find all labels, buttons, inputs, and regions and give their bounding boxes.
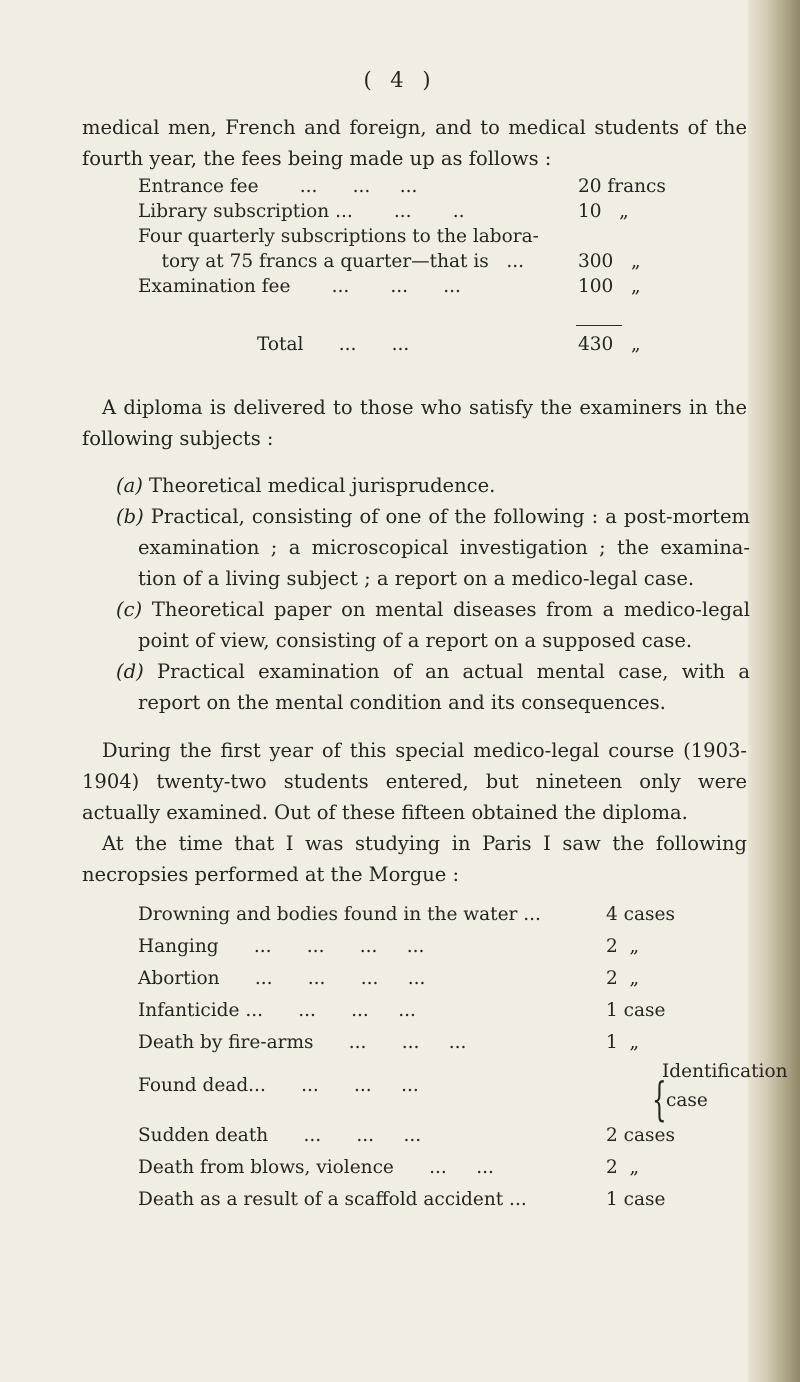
necropsy-count: 2 „ (606, 968, 640, 989)
necropsy-count: 1 case (606, 1189, 666, 1210)
necropsy-cause: Found dead... ... ... ... (138, 1075, 419, 1096)
fee-total-amount: 430 „ (578, 334, 641, 355)
intro-paragraph: medical men, French and foreign, and to medical students of the fourth year, the fees being made up as follows : (82, 116, 747, 170)
necropsy-cause: Death as a result of a scaffold accident ... (138, 1189, 527, 1210)
necropsy-cause: Abortion ... ... ... ... (138, 968, 426, 989)
fee-label-library: Library subscription ... ... .. (138, 201, 465, 222)
necropsy-count: 1 case (606, 1000, 666, 1021)
subject-marker: (c) (116, 598, 143, 621)
necropsy-count: 4 cases (606, 904, 675, 925)
fee-label-examination: Examination fee ... ... ... (138, 276, 461, 297)
total-rule (576, 325, 622, 326)
necropsy-cause: Infanticide ... ... ... ... (138, 1000, 416, 1021)
subject-marker: (b) (116, 505, 144, 528)
subject-marker: (a) (116, 474, 143, 497)
necropsy-cause: Death from blows, violence ... ... (138, 1157, 494, 1178)
necropsy-cause: Sudden death ... ... ... (138, 1125, 422, 1146)
necropsy-cause: Death by fire-arms ... ... ... (138, 1032, 467, 1053)
fee-label-laboratory: tory at 75 francs a quarter—that is ... (138, 251, 525, 272)
course-paragraph: During the first year of this special medico-legal course (1903-1904) twenty-two students entered, but nineteen only were actually examined. Out of these fifteen obtained the diploma. (82, 739, 747, 824)
subject-c (116, 594, 750, 656)
fee-total-label: Total ... ... (257, 334, 410, 355)
necropsy-count-line2: case (666, 1090, 708, 1111)
fee-label-quarterly: Four quarterly subscriptions to the labora- (138, 226, 539, 247)
subject-text: Practical examination of an actual mental case, with a report on the mental condition and its consequences. (138, 660, 750, 714)
subject-text: Practical, consisting of one of the following : a post-mortem examination ; a microscopical investigation ; the examina- tion of a living subject ; a report on a medico-legal case. (138, 505, 750, 590)
subject-a (116, 470, 750, 501)
necropsy-cause: Drowning and bodies found in the water ... (138, 904, 541, 925)
necropsy-count: 2 „ (606, 936, 640, 957)
subject-text: Theoretical paper on mental diseases from a medico-legal point of view, consisting of a report on a supposed case. (138, 598, 750, 652)
morgue-paragraph: At the time that I was studying in Paris I saw the following necropsies performed at the Morgue : (82, 832, 747, 886)
subject-d (116, 656, 750, 718)
fee-amount-library: 10 „ (578, 201, 629, 222)
subject-text: Theoretical medical jurisprudence. (149, 474, 496, 497)
necropsy-count: 1 „ (606, 1032, 640, 1053)
necropsy-count: 2 „ (606, 1157, 640, 1178)
fee-amount-examination: 100 „ (578, 276, 641, 297)
subject-marker: (d) (116, 660, 144, 683)
fee-amount-entrance: 20 francs (578, 176, 666, 197)
fee-label-entrance: Entrance fee ... ... ... (138, 176, 418, 197)
fee-amount-laboratory: 300 „ (578, 251, 641, 272)
necropsy-count: 2 cases (606, 1125, 675, 1146)
page-edge-shadow (748, 0, 800, 1382)
page-number: ( 4 ) (363, 68, 437, 92)
subject-b (116, 501, 750, 594)
brace-glyph: { (652, 1072, 667, 1126)
diploma-paragraph: A diploma is delivered to those who satisfy the examiners in the following subjects : (82, 396, 747, 450)
necropsy-cause: Hanging ... ... ... ... (138, 936, 425, 957)
necropsy-count-line1: Identification (662, 1061, 788, 1082)
